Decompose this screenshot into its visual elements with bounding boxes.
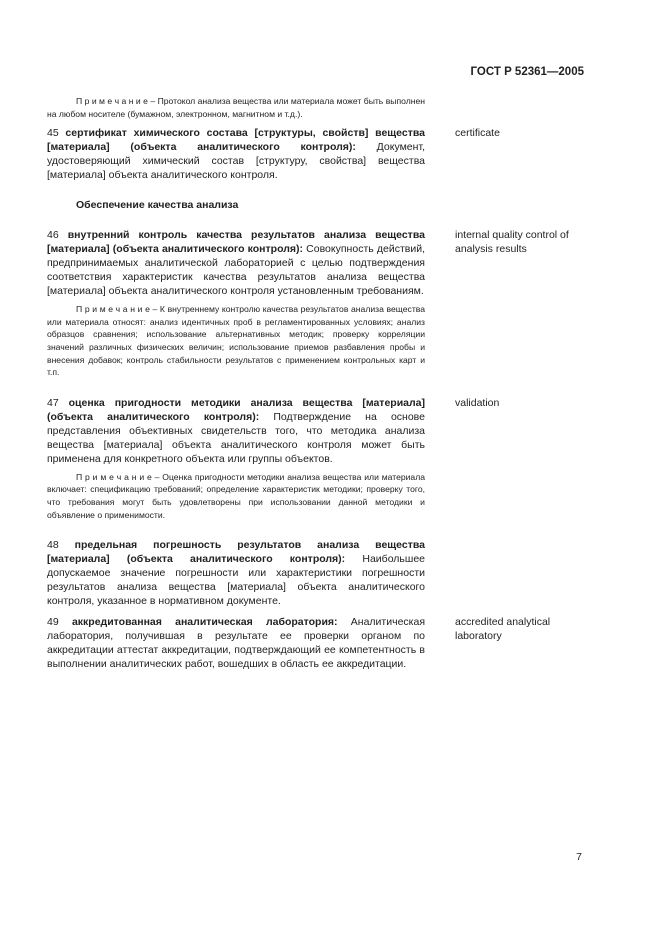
- entry-46: [47, 228, 587, 379]
- entry-48: [47, 538, 587, 608]
- section-heading-row: [47, 199, 587, 211]
- note-label: П р и м е ч а н и е: [76, 304, 150, 315]
- entry-text: [47, 615, 425, 671]
- entry-text: [47, 228, 425, 298]
- entry-text: [47, 396, 425, 466]
- entry-term: предельная погрешность результатов анализа вещества [материала] (объекта аналитического контроля):: [47, 539, 426, 566]
- section-title: Обеспечение качества анализа: [76, 199, 239, 212]
- entry-term: аккредитованная аналитическая лаборатория:: [71, 616, 338, 629]
- entry-term: сертификат химического состава [структуры, свойств] вещества [материала] (объекта аналитического контроля):: [47, 127, 425, 154]
- entry-term: оценка пригодности методики анализа вещества [материала] (объекта аналитического контроля):: [47, 396, 425, 423]
- english-equivalent: accredited analytical laboratory: [455, 616, 551, 643]
- entry-note: [47, 471, 425, 521]
- intro-note-row: [47, 95, 587, 120]
- note-label: П р и м е ч а н и е: [76, 96, 148, 106]
- note-text: – К внутреннему контролю качества результатов анализа вещества или материала относят: анализ идентичных проб в регламентированных условиях; анализ образцов сравнения; использование альтернативных методик; проверку корреляции значений различных физических величин; использование приемов разбавления пробы и внесения добавок; контроль стабильности результатов с применением контрольных карт и т.п.: [47, 304, 425, 378]
- entry-definition: Совокупность действий, предпринимаемых аналитической лабораторией с целью подтверждения соответствия характеристик качества результатов анализа вещества [материала] объекта аналитического контроля установленным требованиям.: [47, 243, 425, 298]
- english-equivalent: [455, 538, 587, 608]
- entry-text: [47, 126, 425, 182]
- entry-definition: Аналитическая лаборатория, получившая в результате ее проверки органом по аккредитации аттестат аккредитации, подтверждающий ее компетентность в выполнении аналитических работ, вошедших в область ее аккредитации.: [47, 616, 426, 671]
- english-equivalent: certificate: [455, 127, 500, 140]
- entry-number: 46: [47, 229, 59, 242]
- note-text: – Протокол анализа вещества или материала может быть выполнен на любом носителе (бумажном, электронном, магнитном и т.д.).: [47, 96, 425, 119]
- note-text: – Оценка пригодности методики анализа вещества или материала включает: спецификацию требований; определение характеристик методики; проверку того, что требования могут быть удовлетворены при использовании данной методики и объявление о применимости.: [47, 471, 425, 520]
- entry-number: 47: [47, 396, 59, 409]
- note-label: П р и м е ч а н и е: [76, 471, 152, 482]
- entry-definition: Подтверждение на основе представления объективных свидетельств того, что методика анализа вещества [материала] объекта аналитического контроля может быть применена для конкретного объекта или группы объектов.: [47, 410, 425, 465]
- content-area: [47, 95, 587, 671]
- entry-term: внутренний контроль качества результатов анализа вещества [материала] (объекта аналитического контроля):: [47, 229, 425, 256]
- entry-number: 48: [47, 539, 59, 552]
- entry-definition: Документ, удостоверяющий химический состав [структуру, свойства] вещества [материала] объекта аналитического контроля.: [47, 141, 425, 182]
- standard-header: ГОСТ Р 52361—2005: [470, 66, 584, 78]
- english-equivalent: validation: [455, 396, 500, 409]
- english-equivalent: internal quality control of analysis results: [455, 229, 569, 256]
- entry-49: [47, 615, 587, 671]
- entry-text: [47, 538, 425, 608]
- entry-note: [47, 303, 425, 379]
- entry-number: 45: [47, 127, 59, 140]
- entry-45: [47, 126, 587, 182]
- entry-47: [47, 396, 587, 521]
- entry-number: 49: [47, 616, 59, 629]
- intro-note: [47, 95, 425, 120]
- page-number: 7: [576, 851, 582, 863]
- entry-definition: Наибольшее допускаемое значение погрешности или характеристики погрешности результатов анализа вещества [материала] объекта аналитического контроля, указанное в нормативном документе.: [47, 553, 425, 608]
